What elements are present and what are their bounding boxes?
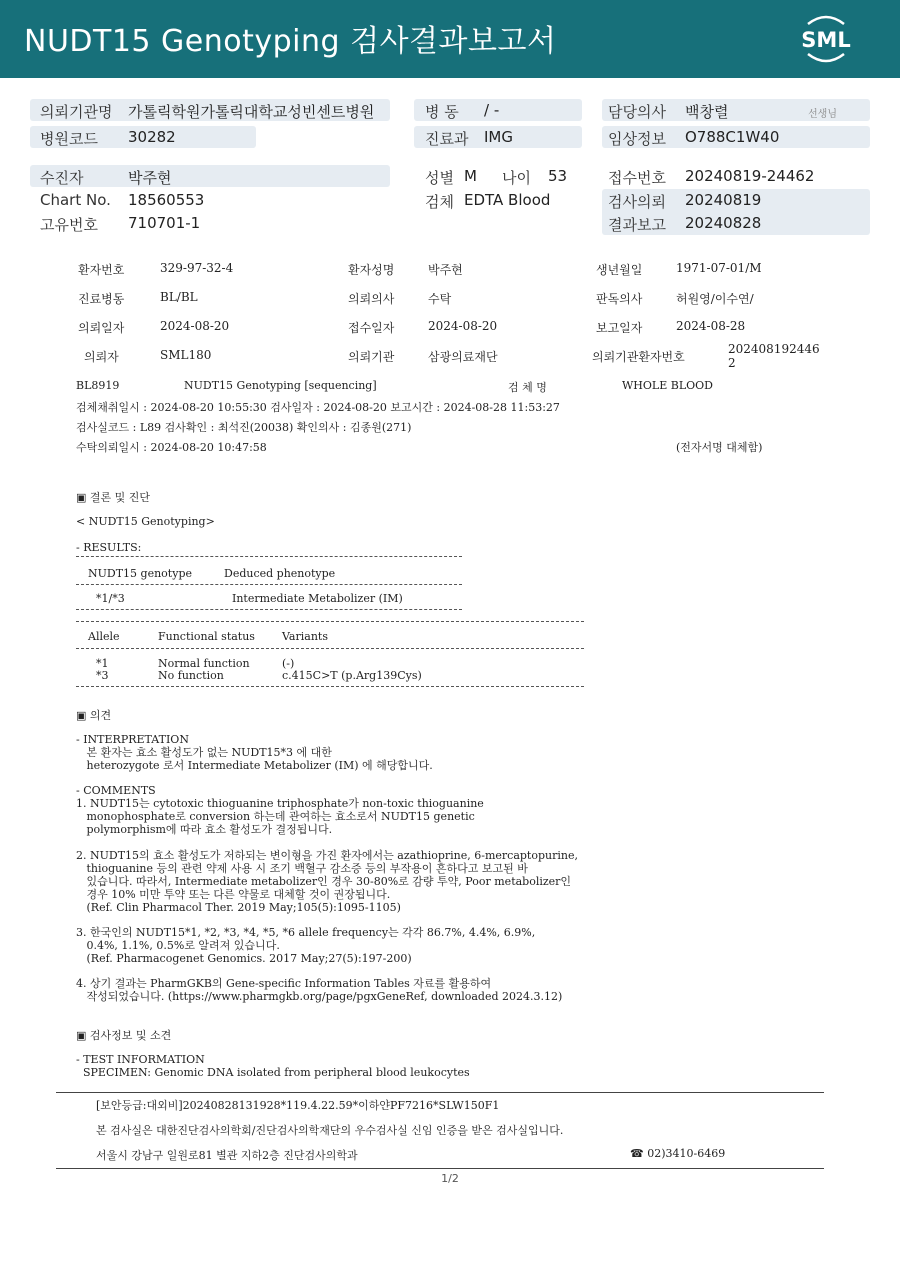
divider — [76, 609, 462, 610]
doctor-label: 담당의사 — [608, 103, 666, 121]
age-value: 53 — [548, 167, 568, 185]
receipt-date-value: 2024-08-20 — [428, 319, 498, 333]
req-inst-value: 삼광의료재단 — [428, 350, 498, 364]
inst-patient-no-label: 의뢰기관환자번호 — [592, 350, 685, 364]
requester-value: SML180 — [160, 348, 212, 362]
footer-top-rule — [56, 1092, 824, 1093]
ward-detail-label: 진료병동 — [78, 292, 125, 306]
interpretation-text: - INTERPRETATION 본 환자는 효소 활성도가 없는 NUDT15*3 에 대한 heterozygote 로서 Intermediate Metabolizer (IM) 에 해당합니다. — [76, 733, 433, 772]
t1-header-phenotype: Deduced phenotype — [224, 567, 336, 580]
results-section-title: ▣ 결론 및 진단 — [76, 491, 151, 504]
req-date-detail-value: 2024-08-20 — [160, 319, 230, 333]
req-doctor-value: 수탁 — [428, 292, 452, 306]
hosp-code-label: 병원코드 — [40, 130, 98, 148]
specimen-label: 검체 — [425, 193, 454, 211]
patient-label: 수진자 — [40, 169, 84, 187]
t2-row2-variant: c.415C>T (p.Arg139Cys) — [282, 669, 422, 682]
age-label: 나이 — [502, 169, 531, 187]
sex-label: 성별 — [425, 169, 454, 187]
unique-value: 710701-1 — [128, 214, 201, 232]
t1-genotype-value: *1/*3 — [96, 592, 125, 605]
t2-header-function: Functional status — [158, 630, 255, 643]
patient-no-value: 329-97-32-4 — [160, 261, 234, 275]
patient-no-label: 환자번호 — [78, 263, 125, 277]
t2-row1-variant: (-) — [282, 657, 295, 670]
clinical-value: O788C1W40 — [685, 128, 780, 146]
specimen-value: EDTA Blood — [464, 191, 551, 209]
results-label: - RESULTS: — [76, 541, 142, 554]
report-date-label: 보고일자 — [596, 321, 643, 335]
req-org-value: 가톨릭학원가톨릭대학교성빈센트병원 — [128, 103, 375, 121]
logo-text: SML — [801, 28, 851, 52]
req-date-label: 검사의뢰 — [608, 193, 666, 211]
t2-row1-allele: *1 — [96, 657, 109, 670]
result-date-label: 결과보고 — [608, 216, 666, 234]
requester-label: 의뢰자 — [84, 350, 119, 364]
inst-patient-no-value-2: 2 — [728, 356, 736, 370]
reader-value: 허원영/이수연/ — [676, 292, 754, 306]
comment-2: 2. NUDT15의 효소 활성도가 저하되는 변이형을 가진 환자에서는 azathioprine, 6-mercaptopurine, thioguanine 등의 관련 약제 사용 시 조기 백혈구 감소증 등의 부작용이 흔하다고 보고된 바 있습니다. 따라서, Intermediate metabolizer인 경우 30-80%로 감량 투약, Poor metabolizer인 경우 10% 미만 투약 또는 다른 약물로 대체할 것이 권장됩니다. (Ref. Clin Pharmacol Ther. 2019 May;105(5):1095-1105) — [76, 849, 578, 914]
test-header-line-3: 수탁의뢰일시 : 2024-08-20 10:47:58 — [76, 441, 267, 454]
clinical-label: 임상정보 — [608, 130, 666, 148]
divider — [76, 556, 462, 557]
test-code: BL8919 — [76, 379, 120, 392]
reader-label: 판독의사 — [596, 292, 643, 306]
divider — [76, 584, 462, 585]
test-header-line-1: 검체채취일시 : 2024-08-20 10:55:30 검사일자 : 2024-08-20 보고시간 : 2024-08-28 11:53:27 — [76, 401, 560, 414]
receipt-label: 접수번호 — [608, 169, 666, 187]
report-header — [0, 0, 900, 78]
footer-bottom-rule — [56, 1168, 824, 1169]
birth-label: 생년월일 — [596, 263, 643, 277]
req-doctor-label: 의뢰의사 — [348, 292, 395, 306]
report-title: NUDT15 Genotyping 검사결과보고서 — [24, 24, 557, 59]
test-info-section-title: ▣ 검사정보 및 소견 — [76, 1029, 172, 1042]
hosp-code-value: 30282 — [128, 128, 176, 146]
patient-name-value: 박주현 — [428, 263, 463, 277]
comments-label: - COMMENTS — [76, 784, 156, 797]
dept-label: 진료과 — [425, 130, 469, 148]
req-date-value: 20240819 — [685, 191, 762, 209]
req-date-detail-label: 의뢰일자 — [78, 321, 125, 335]
t2-row1-function: Normal function — [158, 657, 250, 670]
ward-detail-value: BL/BL — [160, 290, 198, 304]
inst-patient-no-value: 202408192446 — [728, 342, 820, 356]
doctor-suffix: 선생님 — [808, 109, 837, 120]
t1-header-genotype: NUDT15 genotype — [88, 567, 192, 580]
unique-label: 고유번호 — [40, 216, 98, 234]
test-header-line-2: 검사실코드 : L89 검사확인 : 최석진(20038) 확인의사 : 김종원(271) — [76, 421, 412, 434]
opinion-section-title: ▣ 의견 — [76, 709, 112, 722]
doctor-value: 백창렬 — [685, 103, 729, 121]
results-subtitle: < NUDT15 Genotyping> — [76, 515, 215, 528]
specimen-name-label: 검 체 명 — [508, 381, 547, 394]
t2-row2-allele: *3 — [96, 669, 109, 682]
dept-value: IMG — [484, 128, 513, 146]
req-org-label: 의뢰기관명 — [40, 103, 113, 121]
sml-logo — [798, 14, 854, 64]
t2-header-allele: Allele — [88, 630, 120, 643]
divider — [76, 648, 584, 649]
receipt-value: 20240819-24462 — [685, 167, 815, 185]
divider — [76, 621, 584, 622]
ward-label: 병 동 — [425, 103, 459, 121]
chart-value: 18560553 — [128, 191, 205, 209]
e-signature-note: (전자서명 대체함) — [676, 441, 763, 454]
sex-value: M — [464, 167, 477, 185]
page-number: 1/2 — [441, 1172, 459, 1185]
phone-line: ☎ 02)3410-6469 — [630, 1147, 726, 1160]
divider — [76, 686, 584, 687]
ward-value: / - — [484, 101, 500, 119]
report-date-value: 2024-08-28 — [676, 319, 746, 333]
specimen-name-value: WHOLE BLOOD — [622, 379, 713, 392]
birth-value: 1971-07-01/M — [676, 261, 762, 275]
patient-pill — [30, 165, 390, 187]
t2-header-variants: Variants — [282, 630, 328, 643]
test-name: NUDT15 Genotyping [sequencing] — [184, 379, 377, 392]
test-info-text: - TEST INFORMATION SPECIMEN: Genomic DNA isolated from peripheral blood leukocytes — [76, 1053, 470, 1079]
certification-line: 본 검사실은 대한진단검사의학회/진단검사의학재단의 우수검사실 신임 인증을 받은 검사실입니다. — [96, 1124, 564, 1137]
patient-name-label: 환자성명 — [348, 263, 395, 277]
req-inst-label: 의뢰기관 — [348, 350, 395, 364]
address-line: 서울시 강남구 일원로81 별관 지하2층 진단검사의학과 — [96, 1149, 358, 1162]
patient-value: 박주현 — [128, 169, 172, 187]
receipt-date-label: 접수일자 — [348, 321, 395, 335]
security-line: [보안등급:대외비]20240828131928*119.4.22.59*이하얀PF7216*SLW150F1 — [96, 1099, 500, 1112]
comment-3: 3. 한국인의 NUDT15*1, *2, *3, *4, *5, *6 allele frequency는 각각 86.7%, 4.4%, 6.9%, 0.4%, 1.1%, 0.5%로 알려져 있습니다. (Ref. Pharmacogenet Genomics. 2017 May;27(5):197-200) — [76, 926, 536, 965]
comment-4: 4. 상기 결과는 PharmGKB의 Gene-specific Information Tables 자료를 활용하여 작성되었습니다. (https://www.pharmgkb.org/page/pgxGeneRef, downloaded 2024.3.12) — [76, 977, 563, 1003]
t2-row2-function: No function — [158, 669, 224, 682]
t1-phenotype-value: Intermediate Metabolizer (IM) — [232, 592, 403, 605]
chart-label: Chart No. — [40, 191, 111, 209]
result-date-value: 20240828 — [685, 214, 762, 232]
comment-1: 1. NUDT15는 cytotoxic thioguanine triphosphate가 non-toxic thioguanine monophosphate로 conversion 하는데 관여하는 효소로서 NUDT15 genetic polymorphism에 따라 효소 활성도가 결정됩니다. — [76, 797, 484, 836]
